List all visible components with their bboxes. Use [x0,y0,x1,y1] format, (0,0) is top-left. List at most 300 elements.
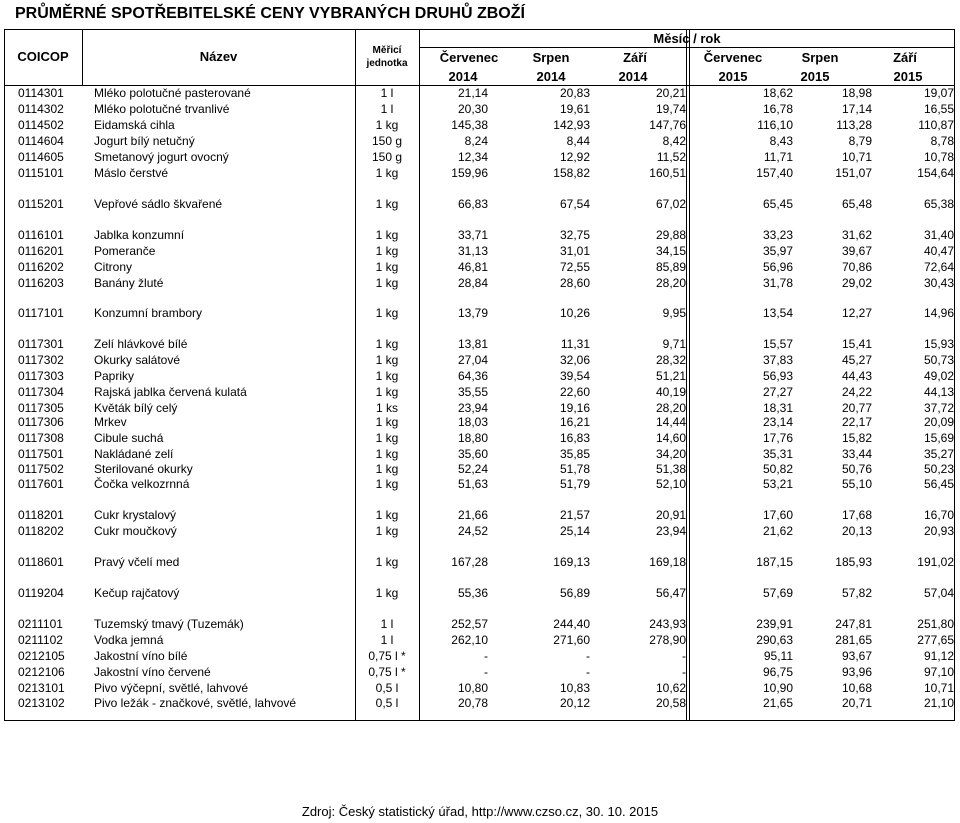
row-code: 0211102 [18,633,63,647]
table-row [0,149,960,165]
row-value: 14,44 [655,415,686,429]
row-value: 20,12 [559,696,590,710]
header-year-5: 2015 [800,69,830,84]
row-code: 0114302 [18,102,64,116]
row-unit: 1 kg [375,508,399,522]
row-code: 0115101 [18,166,64,180]
table-row [0,259,960,275]
row-value: 52,24 [457,462,488,476]
row-code: 0211101 [18,617,63,631]
header-year-2: 2014 [536,69,566,84]
row-value: 34,20 [655,447,686,461]
row-value: 64,36 [457,369,488,383]
row-value: 20,91 [655,508,686,522]
row-value: 10,90 [762,681,793,695]
row-name: Mrkev [94,415,127,429]
row-code: 0213101 [18,681,65,695]
row-value: 27,27 [762,385,793,399]
row-value: - [484,649,488,663]
row-value: 50,23 [923,462,954,476]
row-code: 0116201 [18,244,64,258]
table-row [0,336,960,352]
row-value: 16,55 [923,102,954,116]
row-value: 9,71 [662,337,686,351]
row-value: 18,80 [457,431,488,445]
row-value: 24,52 [457,524,488,538]
row-unit: 0,5 l [375,696,399,710]
row-unit: 1 kg [375,431,399,445]
row-name: Zelí hlávkové bílé [94,337,188,351]
row-unit: 1 kg [375,369,399,383]
row-value: 33,71 [457,228,488,242]
table-row [0,695,960,711]
row-code: 0117301 [18,337,64,351]
row-name: Cibule suchá [94,431,164,445]
row-name: Pivo ležák - značkové, světlé, lahvové [94,696,297,710]
row-value: 185,93 [835,555,872,569]
row-value: 158,82 [553,166,590,180]
row-value: 116,10 [757,118,793,132]
table-row [0,305,960,321]
row-value: 8,24 [464,134,488,148]
row-value: 93,67 [841,649,872,663]
row-value: 35,55 [457,385,488,399]
row-value: 8,43 [769,134,793,148]
row-value: 20,78 [457,696,488,710]
table-row [0,101,960,117]
row-unit: 0,5 l [375,681,399,695]
row-value: 29,02 [841,276,872,290]
table-row [0,446,960,462]
header-year-6: 2015 [893,69,923,84]
row-unit: 1 l [380,617,394,631]
row-code: 0114301 [18,86,64,100]
row-value: 18,98 [841,86,872,100]
row-unit: 1 kg [375,260,399,274]
table-row [0,554,960,570]
row-code: 0119204 [18,586,64,600]
table-row [0,476,960,492]
row-value: 159,96 [451,166,488,180]
row-value: 50,76 [841,462,872,476]
row-value: 281,65 [835,633,872,647]
row-value: 19,74 [655,102,686,116]
row-value: 51,21 [655,369,686,383]
table-row [0,85,960,101]
row-value: - [586,649,590,663]
row-value: 12,27 [841,306,872,320]
row-value: 10,83 [559,681,590,695]
row-value: 277,65 [917,633,954,647]
row-code: 0213102 [18,696,65,710]
row-value: 21,65 [762,696,793,710]
row-value: 110,87 [918,118,954,132]
row-value: 95,11 [763,649,793,663]
row-value: - [682,665,686,679]
row-value: 50,73 [923,353,954,367]
row-value: 23,94 [655,524,686,538]
row-value: 21,14 [457,86,488,100]
row-value: 113,28 [836,118,872,132]
row-code: 0212105 [18,649,65,663]
row-name: Cukr krystalový [94,508,177,522]
row-code: 0212106 [18,665,65,679]
row-value: 262,10 [451,633,488,647]
row-name: Okurky salátové [94,353,181,367]
row-value: 31,13 [457,244,488,258]
row-value: 14,96 [923,306,954,320]
row-value: 15,41 [841,337,872,351]
row-name: Jablka konzumní [94,228,185,242]
row-code: 0117303 [18,369,64,383]
row-value: 22,60 [559,385,590,399]
table-row [0,414,960,430]
row-value: 24,22 [841,385,872,399]
row-unit: 0,75 l * [368,649,406,663]
table-row [0,196,960,212]
row-unit: 1 kg [375,462,399,476]
row-value: 72,55 [559,260,590,274]
row-value: 65,38 [923,197,954,211]
row-value: 49,02 [923,369,954,383]
row-value: 244,40 [553,617,590,631]
row-code: 0115201 [18,197,64,211]
row-unit: 1 kg [375,166,399,180]
row-name: Kečup rajčatový [94,586,180,600]
row-value: 70,86 [841,260,872,274]
row-code: 0114502 [18,118,64,132]
row-name: Eidamská cihla [94,118,175,132]
row-value: 35,85 [559,447,590,461]
row-value: 27,04 [457,353,488,367]
header-month-group: Měsíc / rok [653,31,721,46]
row-value: 20,93 [923,524,954,538]
row-value: 32,75 [559,228,590,242]
row-value: 147,76 [649,118,686,132]
row-unit: 1 kg [375,447,399,461]
row-unit: 1 kg [375,385,399,399]
row-value: 55,36 [457,586,488,600]
row-value: 57,04 [923,586,954,600]
table-row [0,384,960,400]
row-value: 8,44 [566,134,590,148]
row-unit: 1 kg [375,244,399,258]
row-value: 8,42 [662,134,686,148]
row-value: 20,30 [457,102,488,116]
row-value: 160,51 [649,166,686,180]
row-unit: 1 kg [375,276,399,290]
source-footer: Zdroj: Český statistický úřad, http://www.czso.cz, 30. 10. 2015 [301,804,659,819]
row-value: 56,96 [762,260,793,274]
table-row [0,461,960,477]
row-value: 93,96 [841,665,872,679]
row-value: 55,10 [841,477,872,491]
row-value: 20,77 [841,401,872,415]
row-value: 65,48 [841,197,872,211]
row-value: 18,62 [762,86,793,100]
row-value: 46,81 [457,260,488,274]
row-value: 10,71 [841,150,872,164]
row-unit: 1 kg [375,524,399,538]
row-code: 0114604 [18,134,64,148]
row-value: 9,95 [662,306,686,320]
row-value: 169,18 [649,555,686,569]
row-value: 30,43 [923,276,954,290]
row-name: Vepřové sádlo škvařené [94,197,223,211]
row-name: Květák bílý celý [94,401,178,415]
row-value: 17,76 [762,431,793,445]
row-name: Konzumní brambory [94,306,203,320]
row-value: 23,14 [762,415,793,429]
row-unit: 1 kg [375,197,399,211]
table-row [0,430,960,446]
row-unit: 1 kg [375,306,399,320]
table-row [0,133,960,149]
row-value: 21,57 [559,508,590,522]
row-value: 51,79 [559,477,590,491]
row-value: 25,14 [559,524,590,538]
row-value: 8,78 [930,134,954,148]
row-value: 16,70 [923,508,954,522]
row-value: 10,71 [923,681,954,695]
header-unit-line1: Měřicí [372,45,402,56]
row-value: 20,21 [655,86,686,100]
table-row [0,243,960,259]
row-code: 0117306 [18,415,64,429]
row-value: 51,78 [559,462,590,476]
row-value: 33,23 [762,228,793,242]
row-code: 0114605 [18,150,64,164]
row-name: Tuzemský tmavý (Tuzemák) [94,617,244,631]
row-code: 0117305 [18,401,64,415]
row-value: 13,81 [457,337,488,351]
header-coicop: COICOP [17,49,69,64]
header-name: Název [199,49,238,64]
row-value: 33,44 [841,447,872,461]
row-value: 11,52 [656,150,686,164]
row-value: 40,47 [923,244,954,258]
row-value: 11,31 [560,337,590,351]
table-row [0,585,960,601]
row-value: 39,67 [841,244,872,258]
header-year-4: 2015 [718,69,748,84]
header-month-5: Srpen [801,50,839,65]
table-row [0,275,960,291]
row-code: 0117308 [18,431,64,445]
row-value: 65,45 [762,197,793,211]
table-row [0,523,960,539]
row-unit: 1 kg [375,353,399,367]
row-value: 17,68 [841,508,872,522]
row-value: 17,60 [762,508,793,522]
row-value: 169,13 [553,555,590,569]
row-name: Máslo čerstvé [94,166,169,180]
table-row [0,368,960,384]
row-unit: 1 kg [375,555,399,569]
row-name: Sterilované okurky [94,462,193,476]
row-value: 72,64 [923,260,954,274]
row-value: 66,83 [457,197,488,211]
row-value: 191,02 [917,555,954,569]
row-code: 0117302 [18,353,64,367]
row-code: 0117502 [18,462,64,476]
row-name: Nakládané zelí [94,447,174,461]
row-name: Mléko polotučné pasterované [94,86,251,100]
row-value: 35,97 [762,244,793,258]
row-code: 0118202 [18,524,64,538]
row-unit: 150 g [371,134,403,148]
header-unit-line2: jednotka [366,58,408,69]
row-unit: 1 l [380,102,394,116]
row-value: 37,83 [762,353,793,367]
row-value: - [682,649,686,663]
row-value: 57,69 [762,586,793,600]
row-value: 157,40 [756,166,793,180]
row-value: 53,21 [762,477,793,491]
row-value: 52,10 [655,477,686,491]
row-value: 19,16 [559,401,590,415]
row-value: 44,43 [841,369,872,383]
row-name: Cukr moučkový [94,524,177,538]
row-value: 28,32 [655,353,686,367]
row-value: 252,57 [451,617,488,631]
table-row [0,616,960,632]
row-unit: 1 kg [375,586,399,600]
header-month-6: Září [893,50,917,65]
row-value: 10,80 [457,681,488,695]
row-value: 50,82 [762,462,793,476]
row-value: 31,40 [923,228,954,242]
row-value: 239,91 [756,617,793,631]
row-value: 20,71 [841,696,872,710]
row-value: 20,58 [655,696,686,710]
header-month-4: Červenec [703,50,763,65]
row-value: 34,15 [655,244,686,258]
header-year-3: 2014 [618,69,648,84]
row-value: 51,38 [655,462,686,476]
row-value: 15,57 [762,337,793,351]
row-name: Vodka jemná [94,633,164,647]
row-code: 0117501 [18,447,64,461]
row-code: 0117601 [18,477,64,491]
row-unit: 1 l [380,86,394,100]
row-value: 35,31 [762,447,793,461]
row-value: 15,69 [923,431,954,445]
row-value: 31,78 [762,276,793,290]
row-value: 11,71 [763,150,793,164]
row-name: Čočka velkozrnná [94,477,190,491]
row-value: 145,38 [451,118,488,132]
row-value: 85,89 [655,260,686,274]
row-value: 154,64 [917,166,954,180]
row-value: 15,82 [841,431,872,445]
table-row [0,507,960,523]
row-value: 20,13 [841,524,872,538]
row-value: 28,20 [655,276,686,290]
row-value: 12,92 [559,150,590,164]
row-value: 247,81 [835,617,872,631]
row-value: 20,83 [559,86,590,100]
row-value: 35,27 [923,447,954,461]
row-value: 10,78 [923,150,954,164]
row-value: 19,07 [923,86,954,100]
row-value: 17,14 [841,102,872,116]
page-title: PRŮMĚRNÉ SPOTŘEBITELSKÉ CENY VYBRANÝCH DRUHŮ ZBOŽÍ [15,5,525,22]
row-value: 91,12 [923,649,954,663]
row-value: 32,06 [559,353,590,367]
row-value: 243,93 [649,617,686,631]
row-name: Smetanový jogurt ovocný [94,150,229,164]
row-value: 56,89 [559,586,590,600]
row-value: 39,54 [559,369,590,383]
row-name: Banány žluté [94,276,164,290]
row-name: Mléko polotučné trvanlivé [94,102,230,116]
row-value: 278,90 [649,633,686,647]
header-month-2: Srpen [532,50,570,65]
row-unit: 1 kg [375,415,399,429]
row-code: 0118201 [18,508,64,522]
table-row [0,227,960,243]
row-value: 97,10 [923,665,954,679]
row-value: 18,31 [762,401,793,415]
row-value: 18,03 [457,415,488,429]
row-unit: 0,75 l * [368,665,406,679]
row-value: 51,63 [457,477,488,491]
row-value: 187,15 [756,555,793,569]
row-name: Jakostní víno červené [94,665,211,679]
row-value: 67,02 [655,197,686,211]
row-unit: 1 kg [375,228,399,242]
row-value: 21,10 [923,696,954,710]
row-value: 56,47 [655,586,686,600]
row-value: 21,62 [762,524,793,538]
row-value: 45,27 [841,353,872,367]
row-value: 19,61 [559,102,590,116]
row-name: Papriky [94,369,135,383]
row-value: 29,88 [655,228,686,242]
row-value: 10,68 [841,681,872,695]
row-value: 28,20 [655,401,686,415]
row-name: Jogurt bílý netučný [94,134,195,148]
row-code: 0118601 [18,555,64,569]
row-value: 8,79 [848,134,872,148]
header-year-1: 2014 [448,69,478,84]
row-code: 0117101 [18,306,64,320]
row-value: 40,19 [655,385,686,399]
row-value: 28,84 [457,276,488,290]
row-value: 15,93 [923,337,954,351]
row-unit: 150 g [371,150,403,164]
row-name: Pravý včelí med [94,555,180,569]
row-value: 16,83 [559,431,590,445]
row-value: 28,60 [559,276,590,290]
row-value: 13,79 [457,306,488,320]
row-unit: 1 kg [375,477,399,491]
row-value: 251,80 [917,617,954,631]
table-row [0,632,960,648]
row-value: 44,13 [923,385,954,399]
row-name: Pivo výčepní, světlé, lahvové [94,681,249,695]
row-value: 22,17 [841,415,872,429]
row-value: 21,66 [457,508,488,522]
row-code: 0116101 [18,228,64,242]
table-row [0,648,960,664]
row-value: 167,28 [451,555,488,569]
row-value: 16,21 [559,415,590,429]
table-row [0,352,960,368]
row-value: 31,62 [841,228,872,242]
row-value: 57,82 [841,586,872,600]
